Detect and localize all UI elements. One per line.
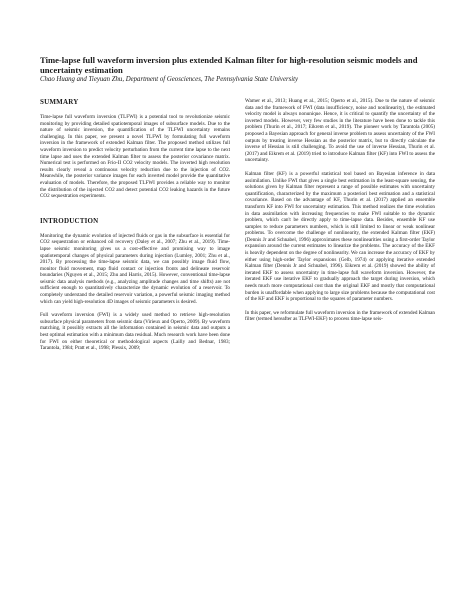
paper-authors: Chao Huang and Tieyuan Zhu, Department of Geosciences, The Pennsylvania State University [40, 76, 299, 83]
intro-paragraph-2: Full waveform inversion (FWI) is a widely used method to retrieve high-resolution subsurface physical parameters from seismic data (Virieux and Operto, 2009). By waveform matching, it possibly extracts all the information contained in seismic data and outputs a best optimal estimation with a minimum data residual. Much research work have been done for FWI on either theoretical or methodological aspects (Lailly and Bednar, 1983; Tarantola, 1984; Pratt et al., 1998; Plessix, 2009; [40, 312, 230, 352]
right-paragraph-1: Warner et al., 2013; Huang et al., 2015; Operto et al., 2015). Due to the nature of seismic data and the framework of FWI (data insufficiency, noise and nonlinearity), the estimated velocity model is always nonunique. Hence, it is critical to quantify the uncertainty of the inverted models. However, very few studies in the literature have been done to tackle this problem (Thurin et al., 2017; Eikrem et al., 2019). The pioneer work by Tarantola (2005) proposed a Bayesian approach for general inverse problem to assess uncertainty of the FWI outputs by treating inverse Hessian as the posterior matrix, but to directly calculate the inverse of Hessian is still challenging. To avoid the use of inverse Hessian, Thurin et al. (2017) and Eikrem et al. (2019) tried to introduce Kalman filter (KF) into FWI to assess the uncertainty. [245, 98, 435, 164]
introduction-heading: INTRODUCTION [40, 216, 99, 225]
right-paragraph-2: Kalman filter (KF) is a powerful statistical tool based on Bayesian inference in data assimilation. Unlike FWI that gives a single best estimation in the least-square sensing, the solutions given by Kalman filter represent a range of possible estimates with uncertainty quantification, characterized by the maximum a posteriori best estimation and a statistical covariance. Based on the advantage of KF, Thurin et al. (2017) applied an ensemble transform KF into FWI for uncertainty estimation. This method realizes the time evolution in data assimilation with increasing frequencies to make FWI suitable to the dynamic problem, which can't be directly apply to time-lapse data. Besides, ensemble KF use samples to reduce parameters numbers, which is still limited to linear or weak nonlinear problems. To overcome the challenge of nonlinearity, the extended Kalman filter (EKF) (Dennis Jr and Schnabel, 1996) approximates these nonlinearities using a first-order Taylor expansion around the current estimates to linearize the problems. The accuracy of the EKF is heavily dependent on the degree of nonlinearity. We can increase the accuracy of EKF by either using high-order Taylor expansions (Gelb, 1974) or applying iterative extended Kalman filter (Dennis Jr and Schnabel, 1996). Eikrem et al. (2019) showed the ability of iterated EKF to assess uncertainty in time-lapse full waveform inversion. However, the iterated EKF use iterative EKF to gradually approach the target during inversion, which needs much more computational cost than the original EKF and mostly that computational burden is unaffordable when applying to large size problems because the computational cost of the KF and EKF is proportional to the squares of parameter numbers. [245, 170, 435, 303]
paper-title: Time-lapse full waveform inversion plus extended Kalman filter for high-resolution seismic models and uncertainty estimation [40, 55, 418, 75]
summary-paragraph: Time-lapse full waveform inversion (TLFWI) is a potential tool to revolutionize seismic monitoring by providing detailed spatiotemporal images of subsurface models. Due to the nature of seismic inversion, the quantification of the TLFWI uncertainty remains challenging. In this paper, we present a novel TLFWI by formulating full waveform inversion in the framework of extended Kalman filter. The proposed method utilizes full waveform inversion to predict velocity perturbation from the current time lapse to the next time lapse and uses the extended Kalman filter to assess the posterior covariance matrix. Numerical test is performed on Frio-II CO2 velocity models. The inverted high resolution results clearly reveal a continuous velocity reduction due to the injection of CO2. Meanwhile, the posterior variance images for each inverted model provide the quantitative evaluation of models. Therefore, the proposed TLFWI provides a reliable way to monitor the distribution of the injected CO2 and detect potential CO2 leaking hazards in the future CO2 sequestration experiments. [40, 114, 230, 200]
right-column [245, 98, 435, 330]
intro-paragraph-1: Monitoring the dynamic evolution of injected fluids or gas in the subsurface is essential for CO2 sequestration or enhanced oil recovery (Daley et al., 2007; Zhu et al., 2019). Time-lapse seismic monitoring gives us a cost-effective and promising way to image spatiotemporal changes of physical parameters during injection (Lumley, 2001; Zhu et al., 2017). By processing the time-lapse seismic data, we can possibly image fluid flow, monitor fluid movement, map fluid contact or injection fronts and delineate reservoir boundaries (Nguyen et al., 2015; Zhu and Harris, 2015). However, conventional time-lapse seismic data analysis methods (e.g., analyzing amplitude changes and time shifts) are not sufficient enough to quantitatively characterize the dynamic evolution of a reservoir. To completely understand the detailed reservoir variation, a powerful seismic imaging method which can yield high-resolution 4D images of seismic parameters is desired. [40, 232, 230, 305]
right-paragraph-3: In this paper, we reformulate full waveform inversion in the framework of extended Kalman filter (termed hereafter as TLFWI-EKF) to process time-lapse seis- [245, 309, 435, 323]
left-column [40, 98, 230, 359]
summary-heading: SUMMARY [40, 98, 79, 106]
